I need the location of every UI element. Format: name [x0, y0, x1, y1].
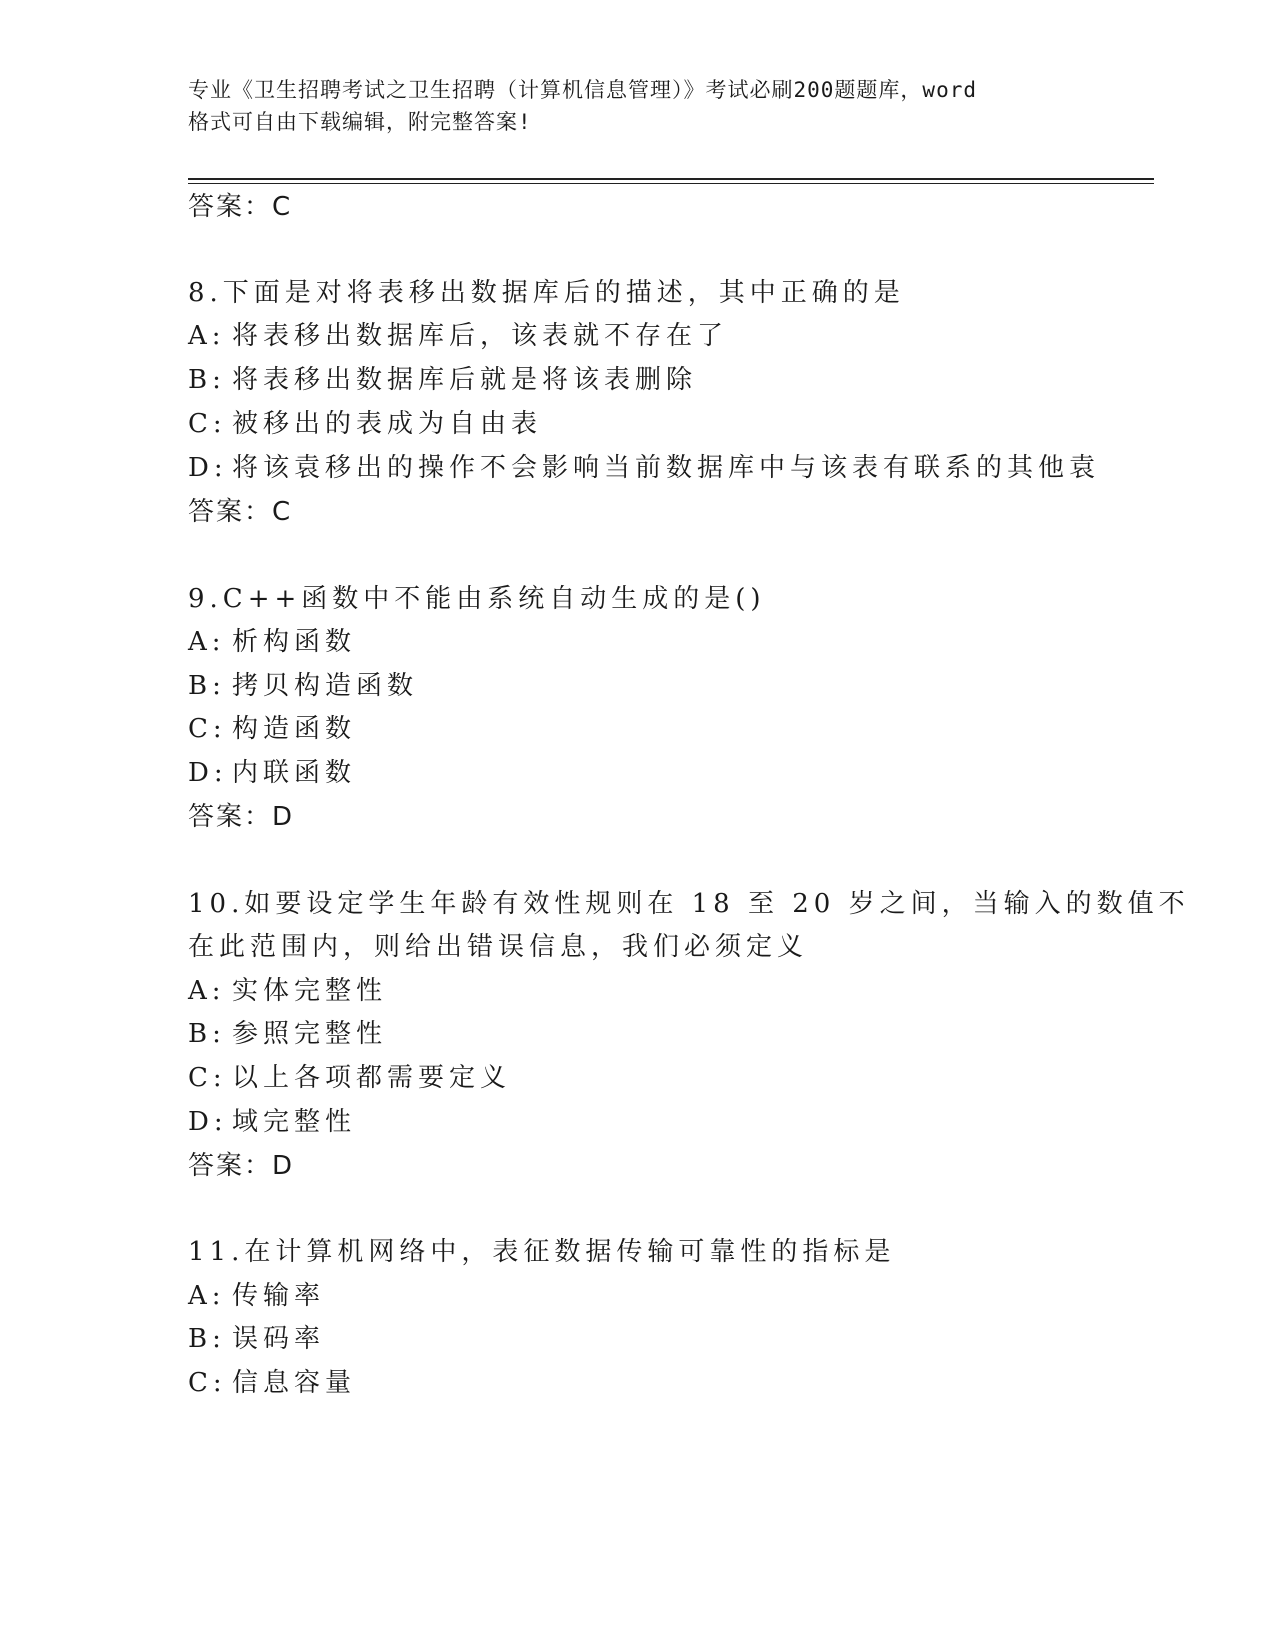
option-d	[188, 752, 356, 789]
option-letter: B:	[188, 365, 226, 395]
option-b	[188, 359, 697, 396]
option-letter: C:	[188, 1368, 227, 1398]
answer-line: 答案：C	[188, 192, 293, 222]
option-text: 析构函数	[232, 627, 357, 657]
option-letter: D:	[188, 1107, 228, 1137]
question-stem: 8.下面是对将表移出数据库后的描述，其中正确的是	[188, 278, 905, 308]
option-c	[188, 403, 542, 440]
option-text: 实体完整性	[232, 976, 388, 1006]
header-divider	[188, 178, 1154, 180]
question-stem-continued: 在此范围内，则给出错误信息，我们必须定义	[188, 932, 809, 962]
question-stem: 10.如要设定学生年龄有效性规则在 18 至 20 岁之间，当输入的数值不	[188, 889, 1190, 919]
option-letter: B:	[188, 1019, 226, 1049]
question-stem: 9.C++函数中不能由系统自动生成的是()	[188, 584, 766, 614]
answer-line: 答案：D	[188, 802, 295, 832]
option-a	[188, 315, 728, 352]
option-d	[188, 447, 1100, 484]
option-text: 内联函数	[232, 758, 357, 788]
option-b	[188, 665, 418, 702]
option-letter: A:	[188, 627, 226, 657]
header-line-1: 专业《卫生招聘考试之卫生招聘（计算机信息管理）》考试必刷200题题库，word	[188, 78, 977, 102]
option-letter: A:	[188, 976, 226, 1006]
document-header	[188, 74, 1108, 138]
option-text: 将表移出数据库后，该表就不存在了	[232, 321, 729, 351]
option-a	[188, 1275, 325, 1312]
option-c	[188, 708, 356, 745]
option-letter: C:	[188, 1063, 227, 1093]
option-letter: A:	[188, 321, 226, 351]
option-b	[188, 1013, 387, 1050]
header-line-2: 格式可自由下载编辑，附完整答案!	[188, 110, 532, 134]
option-text: 信息容量	[232, 1368, 357, 1398]
option-letter: D:	[188, 453, 228, 483]
option-a	[188, 621, 356, 658]
option-letter: C:	[188, 409, 227, 439]
option-c	[188, 1362, 356, 1399]
option-text: 将该袁移出的操作不会影响当前数据库中与该表有联系的其他袁	[232, 453, 1101, 483]
question-stem: 11.在计算机网络中，表征数据传输可靠性的指标是	[188, 1237, 896, 1267]
option-text: 以上各项都需要定义	[232, 1063, 512, 1093]
answer-line: 答案：D	[188, 1151, 295, 1181]
option-letter: B:	[188, 671, 226, 701]
option-letter: D:	[188, 758, 228, 788]
option-text: 拷贝构造函数	[232, 671, 419, 701]
option-letter: B:	[188, 1324, 226, 1354]
option-text: 参照完整性	[232, 1019, 388, 1049]
option-d	[188, 1101, 356, 1138]
option-text: 被移出的表成为自由表	[232, 409, 543, 439]
answer-line: 答案：C	[188, 497, 293, 527]
option-text: 传输率	[232, 1281, 326, 1311]
option-c	[188, 1057, 511, 1094]
option-text: 域完整性	[232, 1107, 357, 1137]
option-a	[188, 970, 387, 1007]
option-text: 将表移出数据库后就是将该表删除	[232, 365, 698, 395]
option-text: 构造函数	[232, 714, 357, 744]
option-letter: A:	[188, 1281, 226, 1311]
option-letter: C:	[188, 714, 227, 744]
header-divider-thin	[188, 183, 1154, 184]
option-b	[188, 1318, 325, 1355]
option-text: 误码率	[232, 1324, 326, 1354]
